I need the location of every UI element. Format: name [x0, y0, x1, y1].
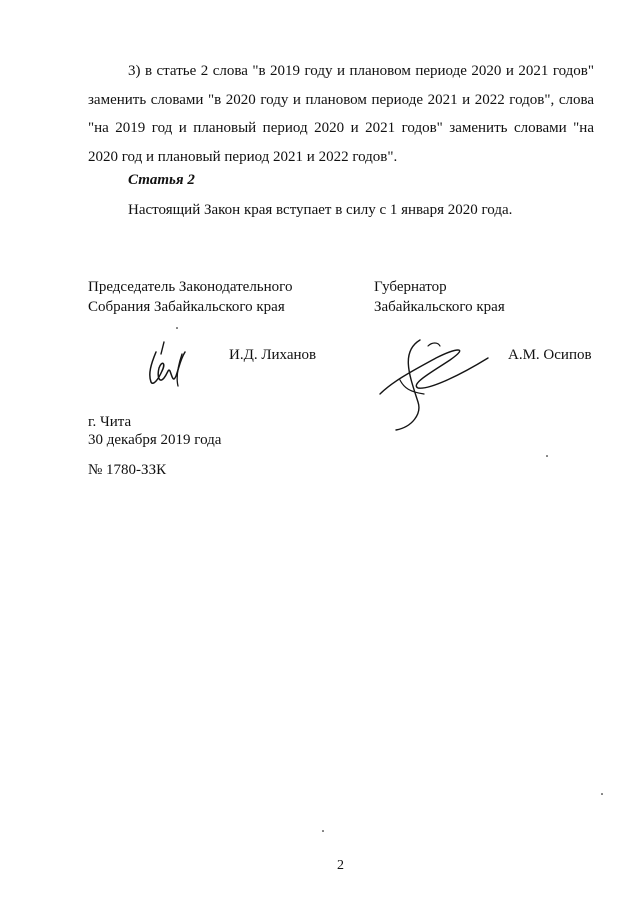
law-number: № 1780-ЗЗК — [88, 462, 167, 478]
governor-title-line-2: Забайкальского края — [374, 299, 505, 315]
governor-title-line-1: Губернатор — [374, 279, 447, 295]
city: г. Чита — [88, 414, 132, 430]
chairman-title-line-2: Собрания Забайкальского края — [88, 299, 285, 315]
scan-speck — [601, 793, 603, 795]
governor-name: А.М. Осипов — [508, 347, 592, 363]
chairman-signature-icon — [142, 338, 204, 390]
chairman-title-line-1: Председатель Законодательного — [88, 279, 293, 295]
article-2-text: Настоящий Закон края вступает в силу с 1 января 2020 года. — [128, 202, 513, 218]
governor-signature-icon — [370, 332, 500, 432]
chairman-name: И.Д. Лиханов — [229, 347, 317, 363]
signing-date: 30 декабря 2019 года — [88, 432, 222, 448]
scan-speck — [322, 830, 324, 832]
scan-speck — [546, 455, 548, 457]
scan-speck — [176, 327, 178, 329]
article-2-heading: Статья 2 — [128, 172, 195, 188]
item-3-paragraph: 3) в статье 2 слова "в 2019 году и плановом периоде 2020 и 2021 годов" заменить словами "в 2020 году и плановом периоде 2021 и 2022 годов", слова "на 2019 год и плановый период 2020 и 2021 годов" заменить словами "на 2020 год и плановый период 2021 и 2022 годов". — [88, 63, 594, 165]
page-number: 2 — [337, 858, 344, 873]
